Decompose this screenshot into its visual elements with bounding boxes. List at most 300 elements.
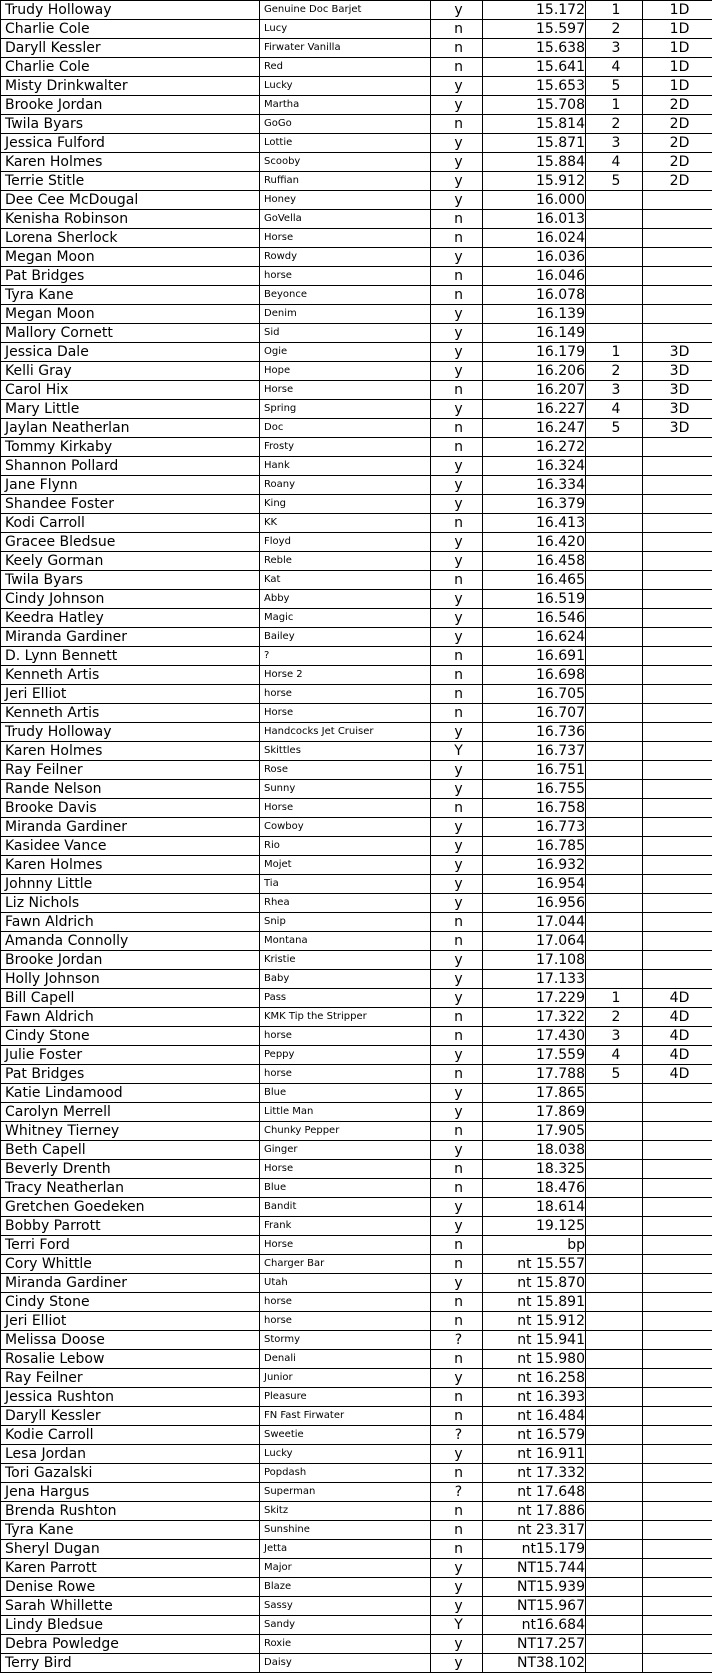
table-row	[1, 1559, 712, 1578]
table-row	[1, 1103, 712, 1122]
time-cell: 17.869	[483, 1103, 586, 1122]
horse-name-cell: GoVella	[260, 210, 431, 229]
place-cell	[586, 267, 643, 286]
division-cell	[643, 742, 712, 761]
flag-cell: n	[431, 1502, 483, 1521]
time-cell: 17.788	[483, 1065, 586, 1084]
place-cell	[586, 305, 643, 324]
place-cell	[586, 799, 643, 818]
flag-cell: n	[431, 685, 483, 704]
table-row	[1, 514, 712, 533]
horse-name-cell: horse	[260, 267, 431, 286]
time-cell: bp	[483, 1236, 586, 1255]
time-cell: NT15.744	[483, 1559, 586, 1578]
place-cell	[586, 286, 643, 305]
horse-name-cell: Mojet	[260, 856, 431, 875]
time-cell: 15.814	[483, 115, 586, 134]
table-row	[1, 400, 712, 419]
horse-name-cell: King	[260, 495, 431, 514]
flag-cell: y	[431, 1217, 483, 1236]
division-cell	[643, 780, 712, 799]
division-cell	[643, 1255, 712, 1274]
flag-cell: n	[431, 1160, 483, 1179]
table-row	[1, 818, 712, 837]
rider-name-cell: Whitney Tierney	[1, 1122, 260, 1141]
table-row	[1, 286, 712, 305]
table-row	[1, 1331, 712, 1350]
horse-name-cell: Junior	[260, 1369, 431, 1388]
rider-name-cell: Pat Bridges	[1, 267, 260, 286]
division-cell	[643, 932, 712, 951]
place-cell	[586, 1369, 643, 1388]
table-row	[1, 1426, 712, 1445]
flag-cell: ?	[431, 1426, 483, 1445]
table-row	[1, 115, 712, 134]
table-row	[1, 1407, 712, 1426]
place-cell: 2	[586, 1008, 643, 1027]
rider-name-cell: Megan Moon	[1, 248, 260, 267]
table-row	[1, 1654, 712, 1673]
horse-name-cell: Sandy	[260, 1616, 431, 1635]
time-cell: nt 23.317	[483, 1521, 586, 1540]
flag-cell: y	[431, 818, 483, 837]
horse-name-cell: Roxie	[260, 1635, 431, 1654]
time-cell: nt 16.911	[483, 1445, 586, 1464]
division-cell	[643, 1559, 712, 1578]
rider-name-cell: Terry Bird	[1, 1654, 260, 1673]
division-cell	[643, 571, 712, 590]
division-cell	[643, 1540, 712, 1559]
division-cell: 1D	[643, 77, 712, 96]
division-cell	[643, 1426, 712, 1445]
horse-name-cell: Rowdy	[260, 248, 431, 267]
horse-name-cell: Horse	[260, 799, 431, 818]
time-cell: 17.905	[483, 1122, 586, 1141]
division-cell	[643, 514, 712, 533]
time-cell: 16.379	[483, 495, 586, 514]
horse-name-cell: horse	[260, 1065, 431, 1084]
division-cell	[643, 324, 712, 343]
place-cell: 4	[586, 1046, 643, 1065]
table-row	[1, 248, 712, 267]
flag-cell: y	[431, 248, 483, 267]
division-cell	[643, 913, 712, 932]
division-cell: 1D	[643, 39, 712, 58]
flag-cell: y	[431, 723, 483, 742]
flag-cell: n	[431, 210, 483, 229]
place-cell	[586, 1388, 643, 1407]
flag-cell: y	[431, 134, 483, 153]
place-cell	[586, 514, 643, 533]
time-cell: nt 17.886	[483, 1502, 586, 1521]
table-row	[1, 305, 712, 324]
division-cell	[643, 1483, 712, 1502]
flag-cell: y	[431, 1578, 483, 1597]
flag-cell: y	[431, 590, 483, 609]
time-cell: 16.413	[483, 514, 586, 533]
flag-cell: y	[431, 1597, 483, 1616]
time-cell: NT17.257	[483, 1635, 586, 1654]
time-cell: 15.871	[483, 134, 586, 153]
rider-name-cell: Terrie Stitle	[1, 172, 260, 191]
flag-cell: y	[431, 609, 483, 628]
table-row	[1, 1274, 712, 1293]
place-cell	[586, 590, 643, 609]
division-cell	[643, 1179, 712, 1198]
division-cell	[643, 438, 712, 457]
horse-name-cell: Ogie	[260, 343, 431, 362]
rider-name-cell: Cindy Stone	[1, 1027, 260, 1046]
division-cell	[643, 628, 712, 647]
flag-cell: n	[431, 666, 483, 685]
flag-cell: Y	[431, 742, 483, 761]
division-cell	[643, 1084, 712, 1103]
rider-name-cell: Kelli Gray	[1, 362, 260, 381]
table-row	[1, 913, 712, 932]
division-cell	[643, 1312, 712, 1331]
horse-name-cell: Blue	[260, 1179, 431, 1198]
time-cell: 16.139	[483, 305, 586, 324]
horse-name-cell: Blue	[260, 1084, 431, 1103]
time-cell: 16.465	[483, 571, 586, 590]
table-row	[1, 1540, 712, 1559]
flag-cell: y	[431, 457, 483, 476]
rider-name-cell: Daryll Kessler	[1, 1407, 260, 1426]
horse-name-cell: horse	[260, 1293, 431, 1312]
flag-cell: n	[431, 267, 483, 286]
division-cell	[643, 267, 712, 286]
division-cell	[643, 210, 712, 229]
table-row	[1, 647, 712, 666]
place-cell: 2	[586, 115, 643, 134]
flag-cell: y	[431, 1, 483, 20]
horse-name-cell: Floyd	[260, 533, 431, 552]
division-cell: 3D	[643, 362, 712, 381]
time-cell: nt 15.870	[483, 1274, 586, 1293]
place-cell: 3	[586, 134, 643, 153]
flag-cell: n	[431, 419, 483, 438]
place-cell	[586, 457, 643, 476]
horse-name-cell: Frank	[260, 1217, 431, 1236]
horse-name-cell: Little Man	[260, 1103, 431, 1122]
flag-cell: y	[431, 1141, 483, 1160]
table-row	[1, 1160, 712, 1179]
division-cell	[643, 1635, 712, 1654]
horse-name-cell: Horse	[260, 381, 431, 400]
place-cell	[586, 1217, 643, 1236]
time-cell: 16.954	[483, 875, 586, 894]
division-cell	[643, 799, 712, 818]
place-cell	[586, 1331, 643, 1350]
time-cell: 17.044	[483, 913, 586, 932]
flag-cell: ?	[431, 1483, 483, 1502]
flag-cell: y	[431, 856, 483, 875]
rider-name-cell: Tracy Neatherlan	[1, 1179, 260, 1198]
table-row	[1, 1483, 712, 1502]
rider-name-cell: Gracee Bledsue	[1, 533, 260, 552]
results-table-body	[1, 1, 712, 1673]
flag-cell: y	[431, 894, 483, 913]
flag-cell: y	[431, 1559, 483, 1578]
place-cell	[586, 609, 643, 628]
flag-cell: y	[431, 476, 483, 495]
time-cell: NT15.939	[483, 1578, 586, 1597]
table-row	[1, 723, 712, 742]
flag-cell: y	[431, 96, 483, 115]
rider-name-cell: Kodie Carroll	[1, 1426, 260, 1445]
table-row	[1, 552, 712, 571]
division-cell	[643, 685, 712, 704]
place-cell	[586, 742, 643, 761]
rider-name-cell: Shannon Pollard	[1, 457, 260, 476]
flag-cell: n	[431, 1407, 483, 1426]
table-row	[1, 1084, 712, 1103]
place-cell: 1	[586, 96, 643, 115]
table-row	[1, 1122, 712, 1141]
place-cell	[586, 1483, 643, 1502]
horse-name-cell: Reble	[260, 552, 431, 571]
flag-cell: y	[431, 1654, 483, 1673]
horse-name-cell: Ruffian	[260, 172, 431, 191]
rider-name-cell: Karen Holmes	[1, 742, 260, 761]
table-row	[1, 1388, 712, 1407]
horse-name-cell: Sassy	[260, 1597, 431, 1616]
division-cell	[643, 1236, 712, 1255]
division-cell: 3D	[643, 400, 712, 419]
horse-name-cell: Horse	[260, 229, 431, 248]
flag-cell: n	[431, 799, 483, 818]
table-row	[1, 704, 712, 723]
horse-name-cell: Lucky	[260, 77, 431, 96]
table-row	[1, 1502, 712, 1521]
division-cell	[643, 1597, 712, 1616]
time-cell: nt 15.980	[483, 1350, 586, 1369]
horse-name-cell: Rhea	[260, 894, 431, 913]
division-cell	[643, 723, 712, 742]
table-row	[1, 989, 712, 1008]
time-cell: 16.324	[483, 457, 586, 476]
flag-cell: n	[431, 647, 483, 666]
flag-cell: y	[431, 552, 483, 571]
flag-cell: n	[431, 286, 483, 305]
place-cell	[586, 666, 643, 685]
table-row	[1, 58, 712, 77]
table-row	[1, 1521, 712, 1540]
division-cell: 2D	[643, 96, 712, 115]
time-cell: nt 17.332	[483, 1464, 586, 1483]
place-cell	[586, 229, 643, 248]
horse-name-cell: Ginger	[260, 1141, 431, 1160]
table-row	[1, 1179, 712, 1198]
table-row	[1, 1635, 712, 1654]
horse-name-cell: Frosty	[260, 438, 431, 457]
division-cell: 4D	[643, 1008, 712, 1027]
time-cell: nt 15.941	[483, 1331, 586, 1350]
table-row	[1, 533, 712, 552]
horse-name-cell: Rio	[260, 837, 431, 856]
time-cell: 16.272	[483, 438, 586, 457]
place-cell: 3	[586, 1027, 643, 1046]
time-cell: NT38.102	[483, 1654, 586, 1673]
time-cell: 16.024	[483, 229, 586, 248]
division-cell	[643, 609, 712, 628]
horse-name-cell: Genuine Doc Barjet	[260, 1, 431, 20]
division-cell	[643, 1407, 712, 1426]
rider-name-cell: Kenneth Artis	[1, 704, 260, 723]
time-cell: 16.519	[483, 590, 586, 609]
table-row	[1, 96, 712, 115]
flag-cell: y	[431, 495, 483, 514]
division-cell	[643, 970, 712, 989]
horse-name-cell: Denali	[260, 1350, 431, 1369]
division-cell	[643, 1616, 712, 1635]
place-cell	[586, 780, 643, 799]
place-cell	[586, 1179, 643, 1198]
horse-name-cell: Bandit	[260, 1198, 431, 1217]
table-row	[1, 362, 712, 381]
time-cell: 16.705	[483, 685, 586, 704]
horse-name-cell: Firwater Vanilla	[260, 39, 431, 58]
place-cell: 1	[586, 989, 643, 1008]
horse-name-cell: Doc	[260, 419, 431, 438]
division-cell	[643, 1160, 712, 1179]
table-row	[1, 153, 712, 172]
division-cell: 3D	[643, 419, 712, 438]
time-cell: 16.932	[483, 856, 586, 875]
horse-name-cell: Bailey	[260, 628, 431, 647]
rider-name-cell: Twila Byars	[1, 115, 260, 134]
division-cell	[643, 818, 712, 837]
flag-cell: y	[431, 628, 483, 647]
flag-cell: n	[431, 1179, 483, 1198]
horse-name-cell: Sunshine	[260, 1521, 431, 1540]
horse-name-cell: FN Fast Firwater	[260, 1407, 431, 1426]
place-cell	[586, 1141, 643, 1160]
horse-name-cell: Red	[260, 58, 431, 77]
place-cell: 4	[586, 58, 643, 77]
flag-cell: n	[431, 514, 483, 533]
division-cell	[643, 495, 712, 514]
division-cell: 4D	[643, 1046, 712, 1065]
time-cell: 16.420	[483, 533, 586, 552]
table-row	[1, 210, 712, 229]
rider-name-cell: Jessica Dale	[1, 343, 260, 362]
rider-name-cell: Lorena Sherlock	[1, 229, 260, 248]
place-cell	[586, 1407, 643, 1426]
time-cell: 16.179	[483, 343, 586, 362]
table-row	[1, 1578, 712, 1597]
time-cell: 15.597	[483, 20, 586, 39]
place-cell	[586, 856, 643, 875]
horse-name-cell: Handcocks Jet Cruiser	[260, 723, 431, 742]
rider-name-cell: Jessica Rushton	[1, 1388, 260, 1407]
flag-cell: n	[431, 704, 483, 723]
rider-name-cell: Rosalie Lebow	[1, 1350, 260, 1369]
rider-name-cell: Carolyn Merrell	[1, 1103, 260, 1122]
flag-cell: y	[431, 1635, 483, 1654]
table-row	[1, 856, 712, 875]
table-row	[1, 1217, 712, 1236]
place-cell	[586, 1654, 643, 1673]
rider-name-cell: Ray Feilner	[1, 1369, 260, 1388]
horse-name-cell: Jetta	[260, 1540, 431, 1559]
flag-cell: y	[431, 970, 483, 989]
rider-name-cell: Tori Gazalski	[1, 1464, 260, 1483]
time-cell: nt16.684	[483, 1616, 586, 1635]
table-row	[1, 1597, 712, 1616]
place-cell: 5	[586, 172, 643, 191]
time-cell: NT15.967	[483, 1597, 586, 1616]
flag-cell: y	[431, 1445, 483, 1464]
place-cell	[586, 1236, 643, 1255]
time-cell: 17.108	[483, 951, 586, 970]
flag-cell: y	[431, 153, 483, 172]
flag-cell: y	[431, 305, 483, 324]
flag-cell: y	[431, 875, 483, 894]
time-cell: nt15.179	[483, 1540, 586, 1559]
time-cell: nt 16.484	[483, 1407, 586, 1426]
rider-name-cell: Fawn Aldrich	[1, 913, 260, 932]
place-cell	[586, 1445, 643, 1464]
horse-name-cell: horse	[260, 685, 431, 704]
horse-name-cell: Kristie	[260, 951, 431, 970]
table-row	[1, 742, 712, 761]
rider-name-cell: Keely Gorman	[1, 552, 260, 571]
time-cell: 16.546	[483, 609, 586, 628]
flag-cell: y	[431, 400, 483, 419]
time-cell: 16.698	[483, 666, 586, 685]
place-cell: 5	[586, 419, 643, 438]
division-cell	[643, 1445, 712, 1464]
time-cell: nt 16.579	[483, 1426, 586, 1445]
table-row	[1, 324, 712, 343]
table-row	[1, 571, 712, 590]
time-cell: nt 15.557	[483, 1255, 586, 1274]
rider-name-cell: Kasidee Vance	[1, 837, 260, 856]
rider-name-cell: Sheryl Dugan	[1, 1540, 260, 1559]
table-row	[1, 476, 712, 495]
flag-cell: n	[431, 1464, 483, 1483]
place-cell	[586, 685, 643, 704]
division-cell	[643, 1388, 712, 1407]
division-cell	[643, 1331, 712, 1350]
division-cell	[643, 761, 712, 780]
flag-cell: n	[431, 58, 483, 77]
rider-name-cell: Trudy Holloway	[1, 1, 260, 20]
place-cell: 3	[586, 381, 643, 400]
division-cell	[643, 476, 712, 495]
horse-name-cell: Montana	[260, 932, 431, 951]
horse-name-cell: Pass	[260, 989, 431, 1008]
place-cell	[586, 875, 643, 894]
table-row	[1, 1, 712, 20]
time-cell: 17.865	[483, 1084, 586, 1103]
time-cell: 16.247	[483, 419, 586, 438]
horse-name-cell: Magic	[260, 609, 431, 628]
rider-name-cell: Jaylan Neatherlan	[1, 419, 260, 438]
place-cell	[586, 818, 643, 837]
flag-cell: n	[431, 1388, 483, 1407]
division-cell	[643, 856, 712, 875]
rider-name-cell: Tyra Kane	[1, 286, 260, 305]
time-cell: nt 15.912	[483, 1312, 586, 1331]
rider-name-cell: Lindy Bledsue	[1, 1616, 260, 1635]
horse-name-cell: Kat	[260, 571, 431, 590]
division-cell	[643, 1654, 712, 1673]
time-cell: 16.013	[483, 210, 586, 229]
horse-name-cell: Horse	[260, 1236, 431, 1255]
division-cell: 1D	[643, 20, 712, 39]
